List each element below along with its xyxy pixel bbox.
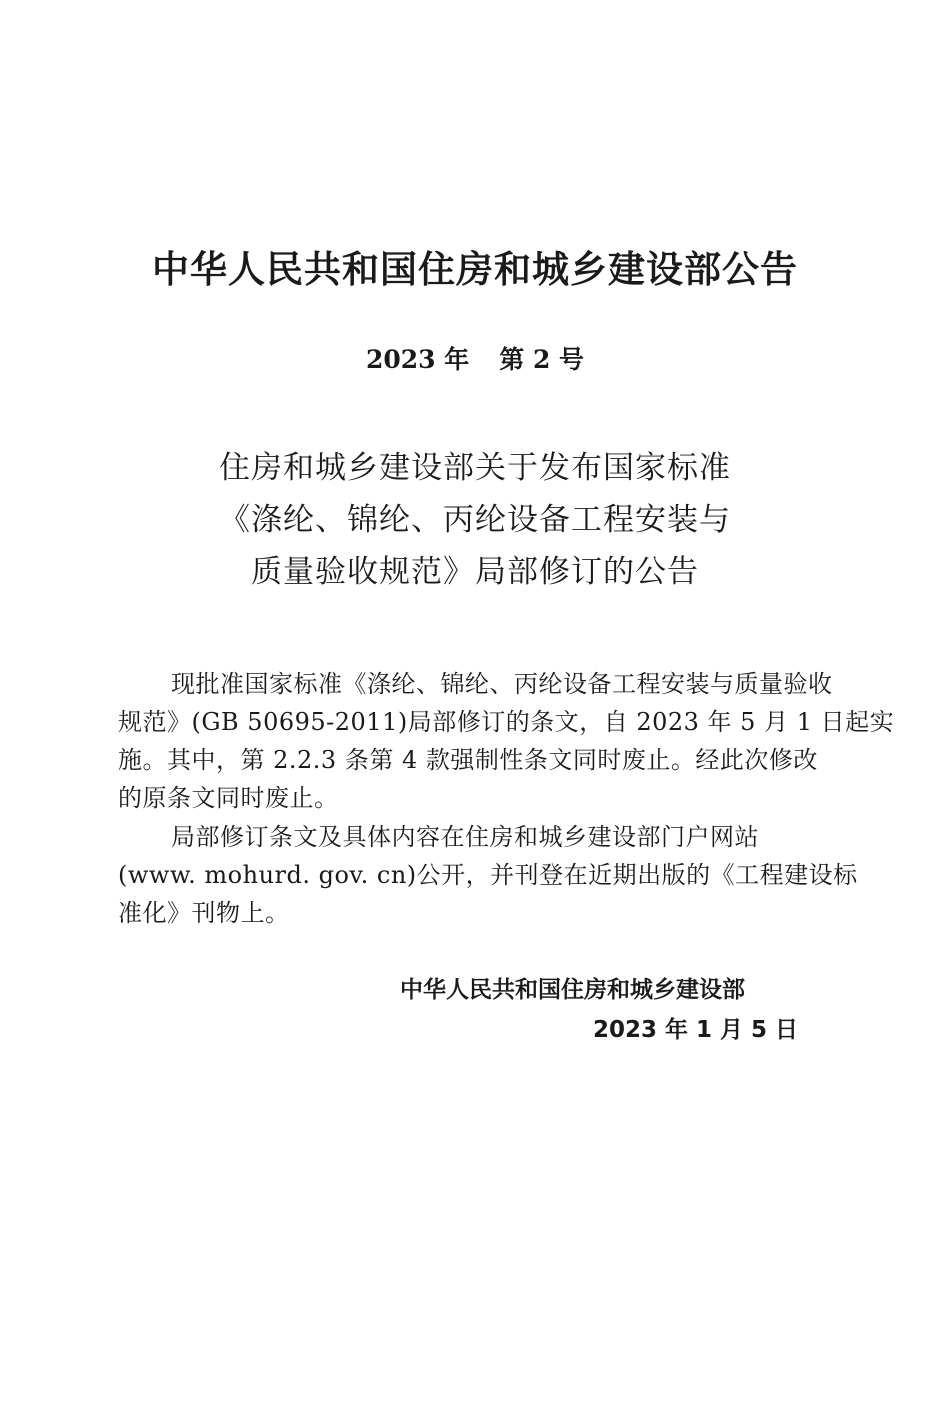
- issue-number: [0, 340, 950, 380]
- issuer-signature: 中华人民共和国住房和城乡建设部: [400, 977, 745, 1003]
- paragraph-1-line-3: 施。其中，第 2.2.3 条第 4 款强制性条文同时废止。经此次修改: [118, 746, 818, 774]
- announcement-heading: 中华人民共和国住房和城乡建设部公告: [152, 248, 798, 291]
- issue-date: 2023 年 1 月 5 日: [593, 1017, 799, 1043]
- issue-year: 2023 年: [365, 345, 470, 374]
- notice-title-line-1: 住房和城乡建设部关于发布国家标准: [219, 450, 731, 486]
- paragraph-2-line-2: (www. mohurd. gov. cn)公开，并刊登在近期出版的《工程建设标: [118, 861, 858, 889]
- paragraph-1-line-2: 规范》(GB 50695-2011)局部修订的条文，自 2023 年 5 月 1 日起实: [118, 708, 895, 736]
- issue-no: 第 2 号: [499, 345, 585, 374]
- paragraph-1-line-1: 现批准国家标准《涤纶、锦纶、丙纶设备工程安装与质量验收: [171, 670, 833, 698]
- notice-title-line-2: 《涤纶、锦纶、丙纶设备工程安装与: [219, 502, 731, 538]
- paragraph-2-line-1: 局部修订条文及具体内容在住房和城乡建设部门户网站: [171, 823, 759, 851]
- notice-title-line-3: 质量验收规范》局部修订的公告: [251, 554, 699, 590]
- paragraph-1-line-4: 的原条文同时废止。: [118, 784, 339, 812]
- paragraph-2-line-3: 准化》刊物上。: [118, 899, 290, 927]
